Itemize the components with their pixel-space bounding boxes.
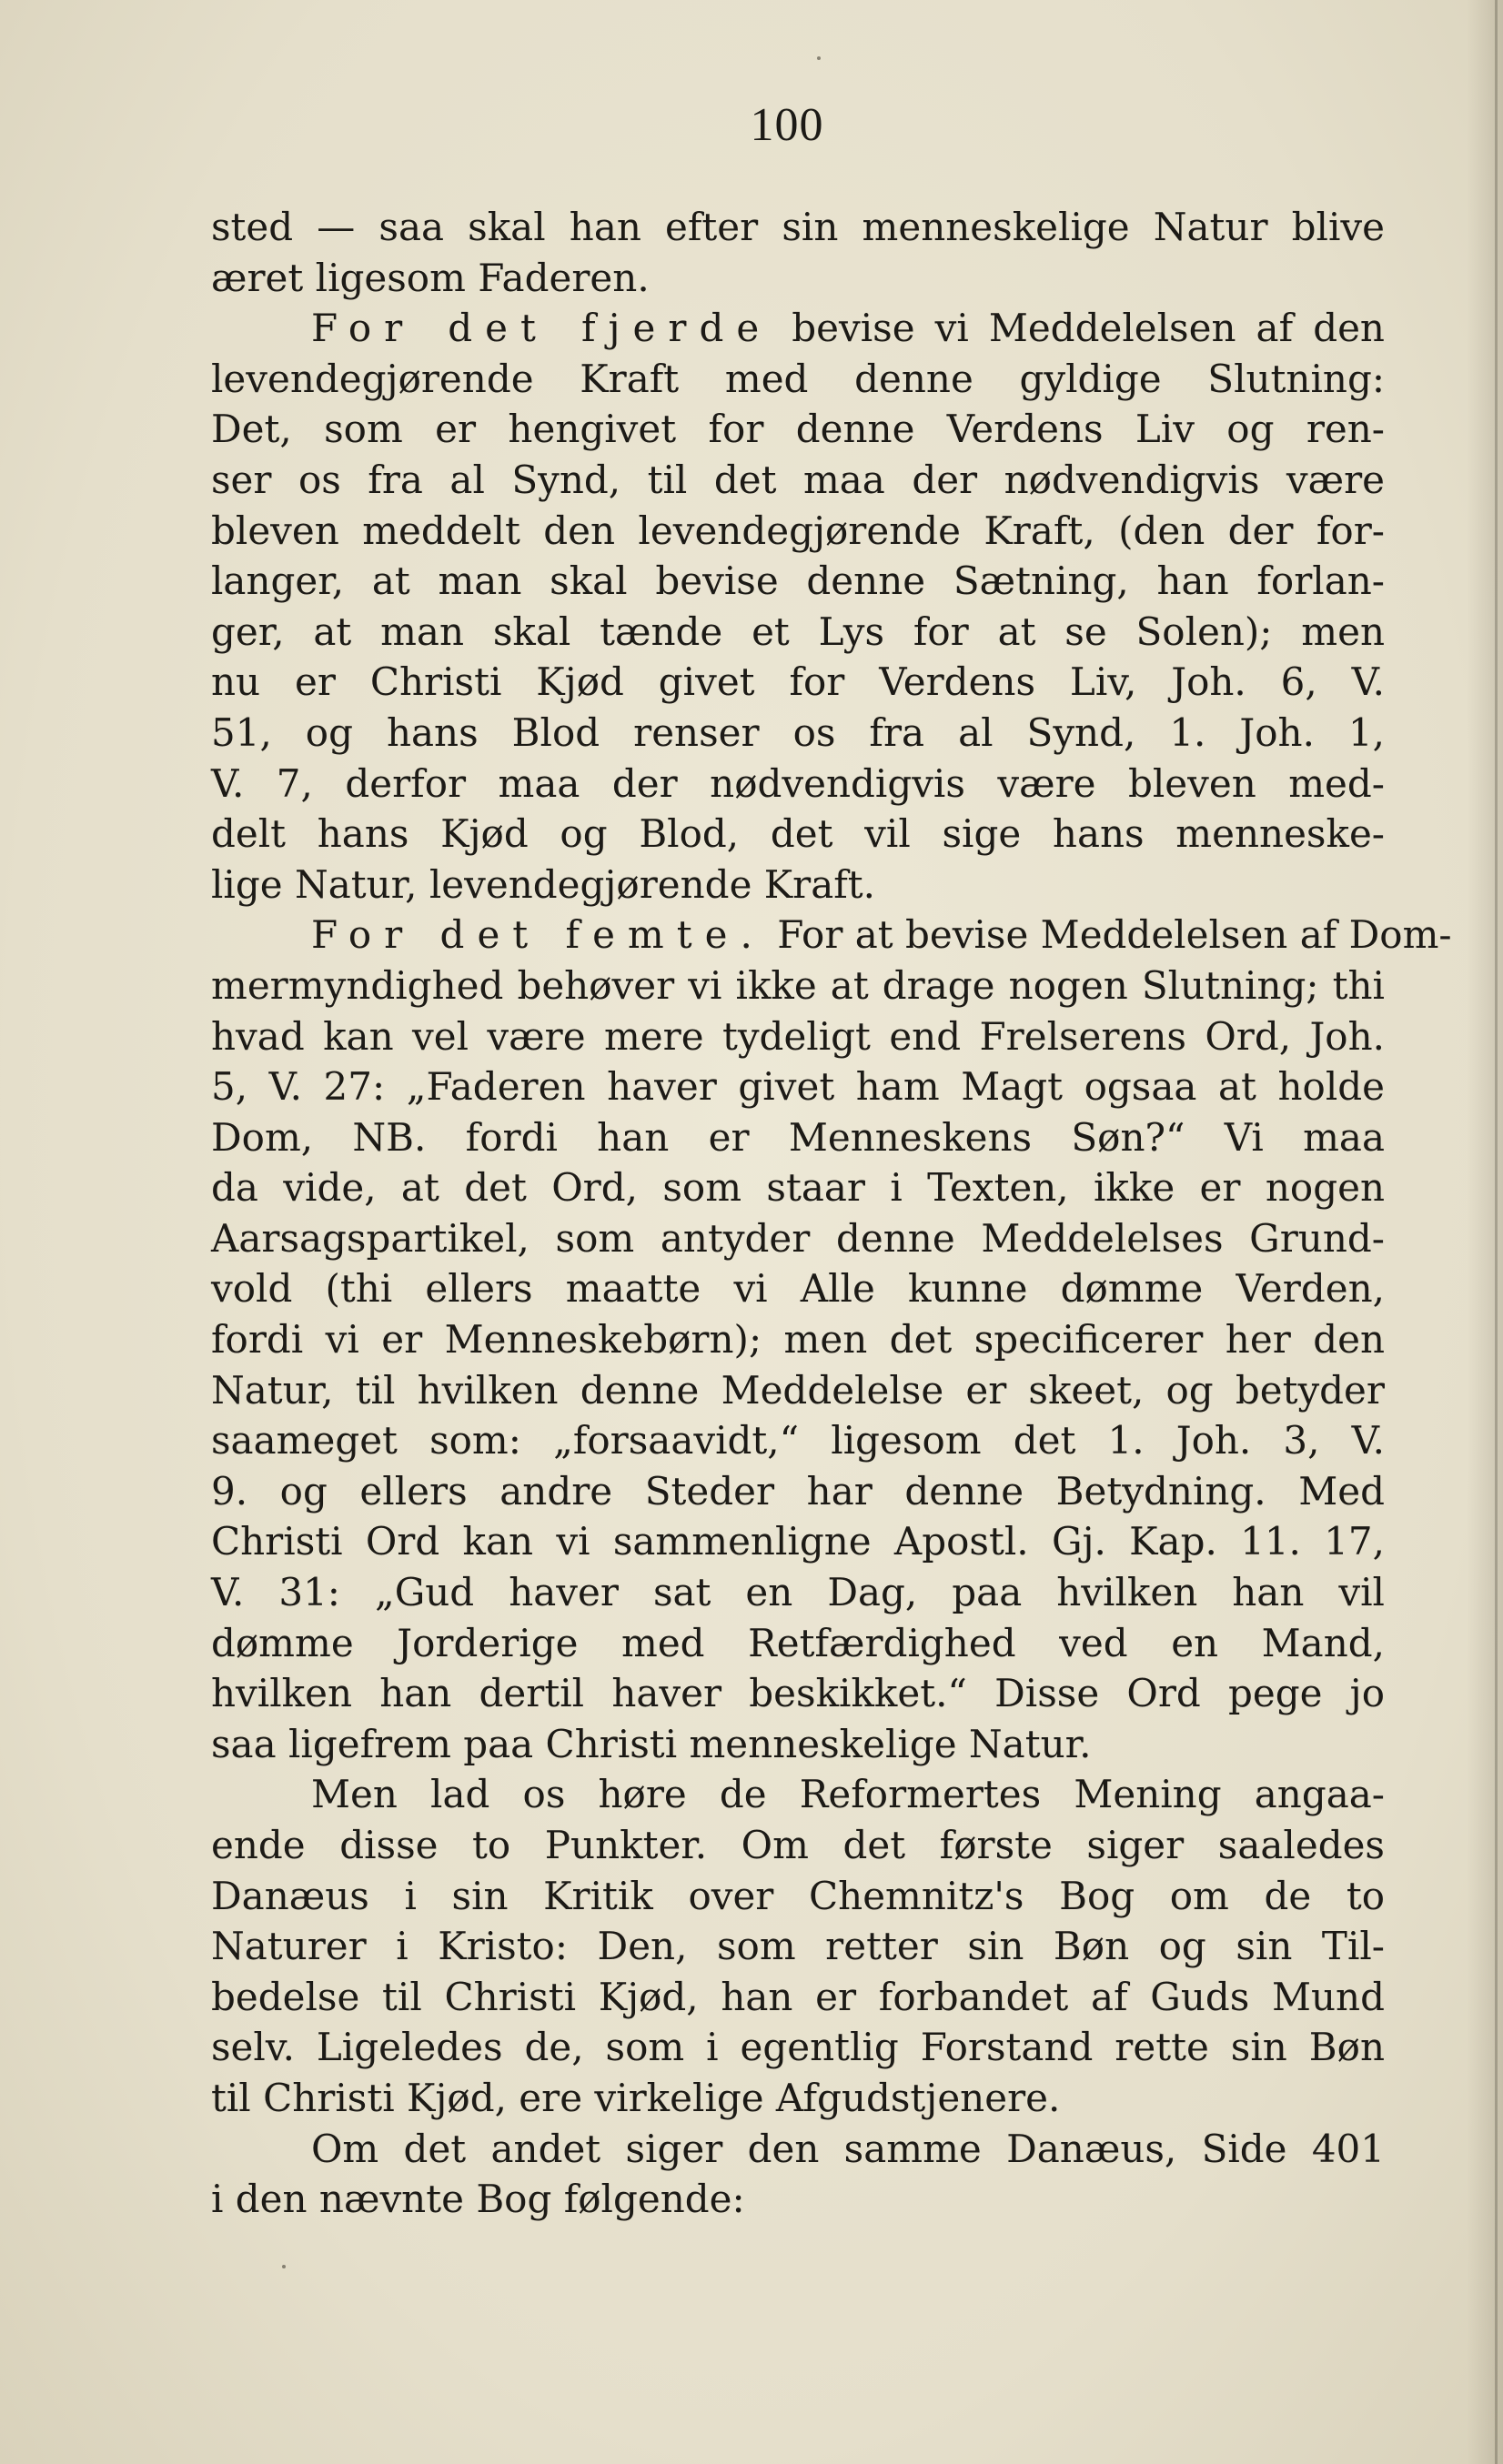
text-line [211, 1112, 1385, 1163]
line-text: hvad kan vel være mere tydeligt end Frelserens Ord, Joh. [211, 1013, 1385, 1059]
text-line [211, 1011, 1385, 1062]
line-text: 51, og hans Blod renser os fra al Synd, 1. Joh. 1, [211, 709, 1385, 755]
line-text: Danæus i sin Kritik over Chemnitz's Bog om de to [211, 1873, 1385, 1918]
line-text: nu er Christi Kjød givet for Verdens Liv, Joh. 6, V. [211, 659, 1385, 705]
line-text: Christi Ord kan vi sammenligne Apostl. Gj. Kap. 11. 17, [211, 1519, 1385, 1564]
line-text: For at bevise Meddelelsen af Dom- [764, 912, 1452, 958]
text-line [211, 556, 1385, 607]
text-line [211, 1972, 1385, 2023]
text-line [211, 708, 1385, 759]
text-line [211, 1820, 1385, 1871]
text-line [211, 809, 1385, 860]
line-text: V. 31: „Gud haver sat en Dag, paa hvilken han vil [211, 1570, 1385, 1615]
text-line [211, 2124, 1385, 2175]
line-text: ser os fra al Synd, til det maa der nødvendigvis være [211, 457, 1385, 502]
text-line [211, 202, 1385, 253]
text-line [211, 860, 1385, 910]
line-text: fordi vi er Menneskebørn); men det specificerer her den [211, 1317, 1385, 1363]
line-text: Dom, NB. fordi han er Menneskens Søn?“ Vi maa [211, 1114, 1385, 1160]
spaced-heading-text: For det femte. [311, 912, 765, 958]
text-line [211, 1466, 1385, 1517]
text-line [211, 1719, 1385, 1770]
line-text: selv. Ligeledes de, som i egentlig Forstand rette sin Bøn [211, 2025, 1385, 2070]
line-text: saa ligefrem paa Christi menneskelige Natur. [211, 1721, 1092, 1766]
text-line [211, 1263, 1385, 1314]
line-text: hvilken han dertil haver beskikket.“ Disse Ord pege jo [211, 1671, 1385, 1716]
line-text: bleven meddelt den levendegjørende Kraft, (den der for- [211, 508, 1385, 553]
line-text: Men lad os høre de Reformertes Mening angaa- [311, 1772, 1385, 1817]
text-line [211, 1921, 1385, 1972]
page-edge-shadow [1467, 0, 1503, 2464]
body-text [211, 202, 1452, 2225]
text-line [211, 1415, 1385, 1466]
text-line [211, 1213, 1385, 1264]
line-text: Natur, til hvilken denne Meddelelse er skeet, og betyder [211, 1367, 1385, 1413]
line-text: dømme Jorderige med Retfærdighed ved en Mand, [211, 1620, 1385, 1665]
text-line [211, 253, 1385, 304]
text-line [211, 1365, 1385, 1416]
line-text: bevise vi Meddelelsen af den [772, 306, 1385, 351]
line-text: sted — saa skal han efter sin menneskelige Natur blive [211, 205, 1385, 249]
line-text: 9. og ellers andre Steder har denne Betydning. Med [211, 1468, 1385, 1514]
line-text: saameget som: „forsaavidt,“ ligesom det 1. Joh. 3, V. [211, 1418, 1385, 1463]
text-line [211, 1618, 1385, 1669]
text-line [211, 607, 1385, 658]
text-line [211, 404, 1385, 455]
line-text: æret ligesom Faderen. [211, 255, 650, 300]
text-line [211, 455, 1385, 506]
line-text: Om det andet siger den samme Danæus, Side 401 [311, 2126, 1385, 2171]
line-text: Aarsagspartikel, som antyder denne Meddelelses Grund- [211, 1215, 1385, 1261]
page-number: 100 [750, 99, 824, 151]
line-text: da vide, at det Ord, som staar i Texten, ikke er nogen [211, 1165, 1385, 1211]
text-line [211, 506, 1385, 557]
line-text: langer, at man skal bevise denne Sætning, han forlan- [211, 558, 1385, 604]
line-text: lige Natur, levendegjørende Kraft. [211, 861, 876, 907]
text-line [211, 2022, 1385, 2073]
text-line [211, 1162, 1385, 1213]
line-text: mermyndighed behøver vi ikke at drage nogen Slutning; thi [211, 962, 1385, 1008]
text-line [211, 1668, 1385, 1719]
text-line [211, 910, 1452, 960]
line-text: vold (thi ellers maatte vi Alle kunne dømme Verden, [211, 1266, 1385, 1312]
paper-speck [817, 56, 821, 60]
text-line [211, 2073, 1385, 2124]
text-line [211, 1061, 1385, 1112]
spaced-heading-text: For det fjerde [311, 306, 772, 351]
text-line [211, 1871, 1385, 1922]
line-text: delt hans Kjød og Blod, det vil sige hans menneske- [211, 811, 1385, 857]
line-text: i den nævnte Bog følgende: [211, 2177, 745, 2222]
text-line [211, 1314, 1385, 1365]
text-line [211, 960, 1385, 1011]
text-line [211, 657, 1385, 708]
line-text: ende disse to Punkter. Om det første siger saaledes [211, 1823, 1385, 1867]
line-text: bedelse til Christi Kjød, han er forbandet af Guds Mund [211, 1974, 1385, 2019]
line-text: ger, at man skal tænde et Lys for at se Solen); men [211, 608, 1385, 654]
text-line [211, 303, 1385, 354]
text-line [211, 1567, 1385, 1618]
text-line [211, 759, 1385, 810]
line-text: Det, som er hengivet for denne Verdens Liv og ren- [211, 407, 1385, 452]
text-line [211, 1516, 1385, 1567]
text-line [211, 354, 1385, 405]
line-text: 5, V. 27: „Faderen haver givet ham Magt ogsaa at holde [211, 1064, 1385, 1110]
text-line [211, 2174, 1385, 2225]
paper-speck [282, 2265, 286, 2268]
line-text: til Christi Kjød, ere virkelige Afgudstjenere. [211, 2075, 1061, 2120]
page-edge-line [1495, 0, 1498, 2464]
text-line [211, 1769, 1385, 1820]
line-text: V. 7, derfor maa der nødvendigvis være bleven med- [211, 760, 1385, 806]
line-text: levendegjørende Kraft med denne gyldige Slutning: [211, 356, 1385, 401]
line-text: Naturer i Kristo: Den, som retter sin Bøn og sin Til- [211, 1924, 1385, 1969]
